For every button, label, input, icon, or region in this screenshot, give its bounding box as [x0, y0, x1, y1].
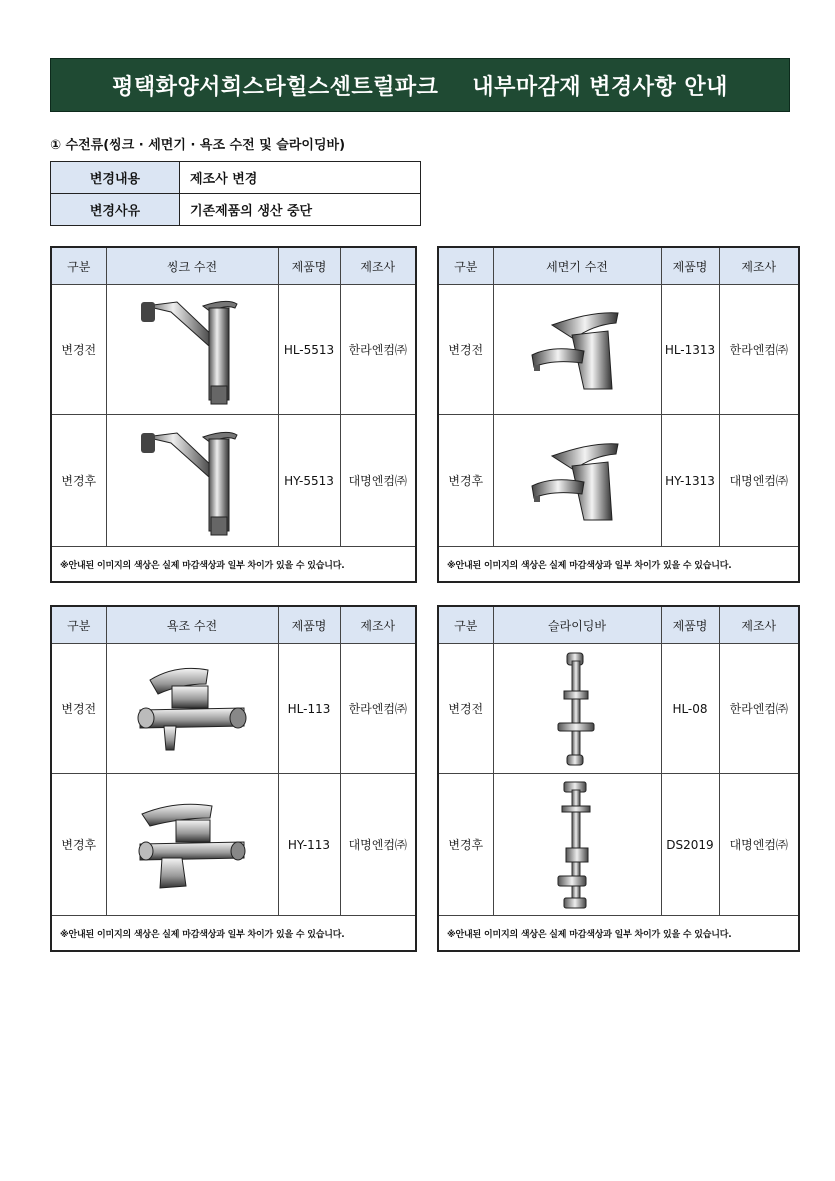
header-product-type: 세면기 수전 — [493, 247, 661, 285]
change-content-key: 변경내용 — [51, 162, 180, 194]
row-label: 변경후 — [438, 774, 493, 916]
row-label: 변경전 — [51, 644, 106, 774]
sliding-bar-table — [437, 605, 800, 952]
model-name: HL-5513 — [278, 285, 340, 415]
row-label: 변경전 — [51, 285, 106, 415]
header-model: 제품명 — [661, 606, 719, 644]
product-image-sliding-bar-after — [493, 774, 661, 916]
table-row — [51, 644, 416, 774]
change-content-value: 제조사 변경 — [180, 162, 421, 194]
table-row — [438, 285, 799, 415]
model-name: HL-1313 — [661, 285, 719, 415]
maker-name: 한라엔컴㈜ — [719, 285, 799, 415]
banner-title-part2: 내부마감재 변경사항 안내 — [472, 74, 728, 100]
model-name: HL-113 — [278, 644, 340, 774]
model-name: HY-5513 — [278, 415, 340, 547]
color-disclaimer-note: ※안내된 이미지의 색상은 실제 마감색상과 일부 차이가 있을 수 있습니다. — [438, 916, 799, 952]
table-row — [51, 285, 416, 415]
maker-name: 한라엔컴㈜ — [340, 644, 416, 774]
product-image-sliding-bar-before — [493, 644, 661, 774]
row-label: 변경전 — [438, 644, 493, 774]
header-category: 구분 — [438, 247, 493, 285]
maker-name: 대명엔컴㈜ — [340, 415, 416, 547]
header-model: 제품명 — [661, 247, 719, 285]
basin-faucet-table — [437, 246, 800, 583]
row-label: 변경후 — [51, 415, 106, 547]
sink-faucet-table — [50, 246, 417, 583]
change-reason-key: 변경사유 — [51, 194, 180, 226]
header-product-type: 욕조 수전 — [106, 606, 278, 644]
header-maker: 제조사 — [719, 606, 799, 644]
color-disclaimer-note: ※안내된 이미지의 색상은 실제 마감색상과 일부 차이가 있을 수 있습니다. — [51, 547, 416, 583]
model-name: HL-08 — [661, 644, 719, 774]
header-model: 제품명 — [278, 247, 340, 285]
maker-name: 대명엔컴㈜ — [340, 774, 416, 916]
header-product-type: 슬라이딩바 — [493, 606, 661, 644]
header-maker: 제조사 — [719, 247, 799, 285]
change-info-table — [50, 161, 421, 226]
header-category: 구분 — [51, 606, 106, 644]
table-row — [438, 774, 799, 916]
header-category: 구분 — [51, 247, 106, 285]
product-image-bath-faucet-before — [106, 644, 278, 774]
change-reason-value: 기존제품의 생산 중단 — [180, 194, 421, 226]
section-title: ① 수전류(씽크 · 세면기 · 욕조 수전 및 슬라이딩바) — [50, 138, 346, 153]
row-label: 변경전 — [438, 285, 493, 415]
header-product-type: 씽크 수전 — [106, 247, 278, 285]
maker-name: 한라엔컴㈜ — [340, 285, 416, 415]
row-label: 변경후 — [438, 415, 493, 547]
maker-name: 대명엔컴㈜ — [719, 415, 799, 547]
table-row — [438, 415, 799, 547]
product-image-sink-faucet-after — [106, 415, 278, 547]
bath-faucet-table — [50, 605, 417, 952]
table-row — [51, 415, 416, 547]
model-name: HY-113 — [278, 774, 340, 916]
product-image-sink-faucet-before — [106, 285, 278, 415]
color-disclaimer-note: ※안내된 이미지의 색상은 실제 마감색상과 일부 차이가 있을 수 있습니다. — [438, 547, 799, 583]
banner-title-part1: 평택화양서희스타힐스센트럴파크 — [112, 74, 439, 100]
page-banner — [50, 58, 790, 112]
header-model: 제품명 — [278, 606, 340, 644]
model-name: DS2019 — [661, 774, 719, 916]
table-row — [438, 644, 799, 774]
maker-name: 한라엔컴㈜ — [719, 644, 799, 774]
model-name: HY-1313 — [661, 415, 719, 547]
product-image-bath-faucet-after — [106, 774, 278, 916]
row-label: 변경후 — [51, 774, 106, 916]
change-info-row — [51, 194, 421, 226]
header-maker: 제조사 — [340, 247, 416, 285]
header-maker: 제조사 — [340, 606, 416, 644]
product-image-basin-faucet-before — [493, 285, 661, 415]
maker-name: 대명엔컴㈜ — [719, 774, 799, 916]
change-info-row — [51, 162, 421, 194]
color-disclaimer-note: ※안내된 이미지의 색상은 실제 마감색상과 일부 차이가 있을 수 있습니다. — [51, 916, 416, 952]
product-image-basin-faucet-after — [493, 415, 661, 547]
table-row — [51, 774, 416, 916]
header-category: 구분 — [438, 606, 493, 644]
